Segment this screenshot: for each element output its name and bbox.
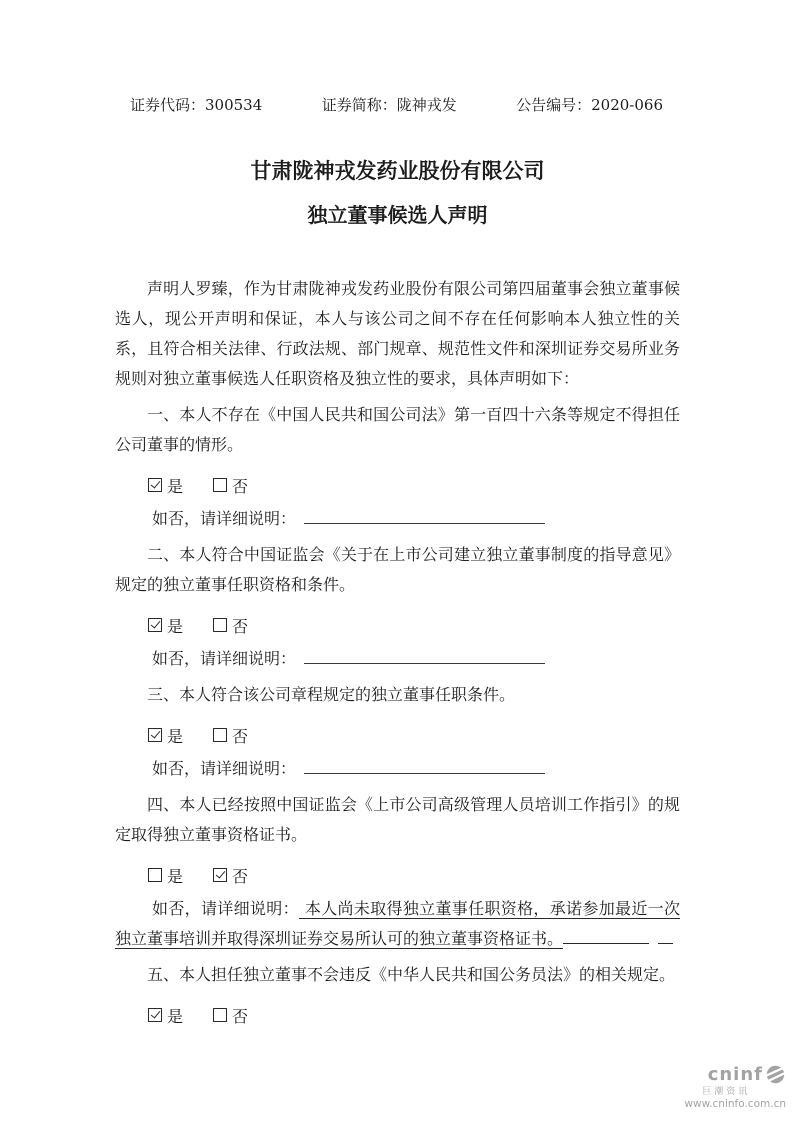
- yes-label: 是: [167, 1006, 184, 1026]
- item-1-no-checkbox-icon[interactable]: [213, 478, 227, 492]
- item-5-no-option[interactable]: [213, 1004, 248, 1027]
- yes-label: 是: [167, 866, 184, 886]
- no-label: 否: [232, 726, 249, 746]
- cninfo-url: www.cninfo.com.cn: [684, 1098, 786, 1110]
- item-4-no-checkbox-icon[interactable]: [213, 868, 227, 882]
- item-3-explanation-blank[interactable]: [304, 758, 545, 774]
- item-5-checkbox-row: [115, 1000, 680, 1030]
- item-1-text: 一、本人不存在《中国人民共和国公司法》第一百四十六条等规定不得担任公司董事的情形。: [115, 405, 680, 454]
- explain-label: 如否，请详细说明：: [152, 649, 297, 668]
- item-3-checkbox-row: [115, 720, 680, 750]
- explain-label: 如否，请详细说明：: [152, 509, 297, 528]
- item-1-yes-option[interactable]: [148, 474, 183, 497]
- announcement-number: 公告编号：2020-066: [516, 96, 663, 114]
- yes-label: 是: [167, 476, 184, 496]
- item-4-explanation-text: 本人尚未取得独立董事任职资格，承诺参加最近一次独立董事培训并取得深圳证券交易所认可的独立董事资格证书。: [115, 899, 680, 948]
- item-2-no-option[interactable]: [213, 614, 248, 637]
- item-4-checkbox-row: [115, 860, 680, 890]
- item-5-yes-checkbox-icon[interactable]: [148, 1008, 162, 1022]
- item-2-yes-checkbox-icon[interactable]: [148, 618, 162, 632]
- item-5-no-checkbox-icon[interactable]: [213, 1008, 227, 1022]
- no-label: 否: [232, 1006, 249, 1026]
- item-4-explanation-blank[interactable]: [563, 928, 649, 944]
- item-2-text: 二、本人符合中国证监会《关于在上市公司建立独立董事制度的指导意见》规定的独立董事任职资格和条件。: [115, 545, 680, 594]
- yes-label: 是: [167, 726, 184, 746]
- item-5-yes-option[interactable]: [148, 1004, 183, 1027]
- item-3-explain-row: [115, 754, 680, 784]
- no-label: 否: [232, 476, 249, 496]
- explain-label: 如否，请详细说明：: [152, 759, 297, 778]
- cninfo-striped-globe-icon: [765, 1064, 786, 1085]
- doc-header: [115, 94, 680, 116]
- no-label: 否: [232, 866, 249, 886]
- intro-paragraph: 声明人罗臻，作为甘肃陇神戎发药业股份有限公司第四届董事会独立董事候选人，现公开声明和保证，本人与该公司之间不存在任何影响本人独立性的关系，且符合相关法律、行政法规、部门规章、规范性文件和深圳证券交易所业务规则对独立董事候选人任职资格及独立性的要求，具体声明如下：: [115, 279, 680, 388]
- item-5-text: 五、本人担任独立董事不会违反《中华人民共和国公务员法》的相关规定。: [147, 965, 676, 984]
- item-4-yes-option[interactable]: [148, 864, 183, 887]
- company-title: 甘肃陇神戎发药业股份有限公司: [250, 158, 545, 183]
- cninfo-logo-row: [684, 1064, 786, 1085]
- cninfo-logo: [684, 1064, 786, 1110]
- item-1-checkbox-row: [115, 470, 680, 500]
- item-3-yes-checkbox-icon[interactable]: [148, 728, 162, 742]
- item-3-yes-option[interactable]: [148, 724, 183, 747]
- document-title: 独立董事候选人声明: [307, 203, 488, 227]
- item-1-yes-checkbox-icon[interactable]: [148, 478, 162, 492]
- item-2-no-checkbox-icon[interactable]: [213, 618, 227, 632]
- item-2-checkbox-row: [115, 610, 680, 640]
- item-2-explanation-blank[interactable]: [304, 648, 545, 664]
- yes-label: 是: [167, 616, 184, 636]
- explain-label: 如否，请详细说明：: [152, 899, 299, 918]
- cninfo-subtitle: 巨潮资讯: [702, 1087, 751, 1097]
- item-4-explain-row: [115, 894, 680, 954]
- cninfo-wordmark: cninf: [707, 1063, 763, 1085]
- item-2-explain-row: [115, 644, 680, 674]
- item-4-yes-checkbox-icon[interactable]: [148, 868, 162, 882]
- item-1-no-option[interactable]: [213, 474, 248, 497]
- item-4-no-option[interactable]: [213, 864, 248, 887]
- item-3-no-option[interactable]: [213, 724, 248, 747]
- stock-code: 证券代码：300534: [130, 96, 263, 114]
- item-1-explain-row: [115, 504, 680, 534]
- stock-name: 证券简称：陇神戎发: [321, 96, 457, 114]
- item-3-no-checkbox-icon[interactable]: [213, 728, 227, 742]
- no-label: 否: [232, 616, 249, 636]
- item-1-explanation-blank[interactable]: [304, 508, 545, 524]
- item-2-yes-option[interactable]: [148, 614, 183, 637]
- item-3-text: 三、本人符合该公司章程规定的独立董事任职条件。: [147, 685, 516, 704]
- item-4-text: 四、本人已经按照中国证监会《上市公司高级管理人员培训工作指引》的规定取得独立董事资格证书。: [115, 795, 680, 844]
- item-4-explanation-blank-tail[interactable]: [658, 928, 673, 944]
